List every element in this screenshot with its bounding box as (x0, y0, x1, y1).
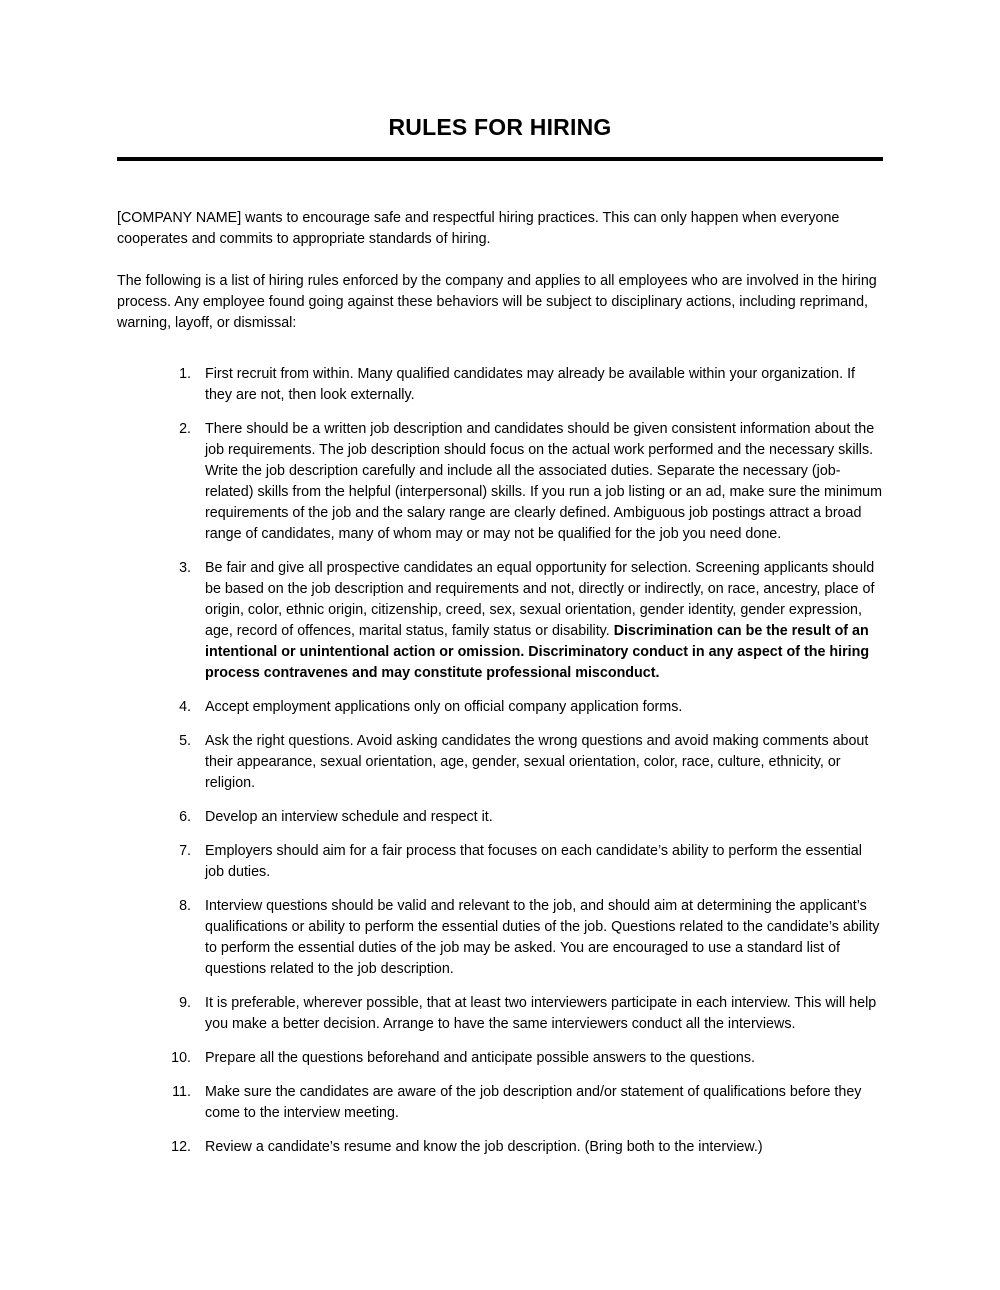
rule-text-plain: Ask the right questions. Avoid asking candidates the wrong questions and avoid making comments about their appearance, sexual orientation, age, gender, sexual orientation, color, race, culture, ethnicity, or religion. (205, 733, 869, 791)
rule-item (117, 731, 883, 794)
rule-text-plain: Develop an interview schedule and respect it. (205, 809, 493, 825)
rule-item (117, 697, 883, 718)
rule-text (205, 419, 883, 545)
rule-text (205, 1137, 883, 1158)
rule-text-plain: Interview questions should be valid and relevant to the job, and should aim at determining the applicant’s qualifications or ability to perform the essential duties of the job. Questions related to the candidate’s ability to perform the essential duties of the job may be asked. You are encouraged to use a standard list of questions related to the job description. (205, 898, 880, 977)
rule-number: 11. (172, 1084, 191, 1100)
rule-text-emphasis: Discrimination can be the result of an intentional or unintentional action or omission. Discriminatory conduct in any aspect of the hiring process contravenes and may constitute professional misconduct. (205, 623, 870, 681)
rule-number: 7. (179, 843, 191, 859)
rule-number: 6. (179, 809, 191, 825)
rule-text-plain: It is preferable, wherever possible, that at least two interviewers participate in each interview. This will help you make a better decision. Arrange to have the same interviewers conduct all the interviews. (205, 995, 877, 1032)
rule-number: 1. (179, 366, 191, 382)
rule-text (205, 807, 883, 828)
rule-item (117, 1137, 883, 1158)
rule-text (205, 896, 883, 980)
rule-item (117, 841, 883, 883)
rule-text (205, 1082, 883, 1124)
rule-text-plain: Review a candidate’s resume and know the job description. (Bring both to the interview.) (205, 1139, 763, 1155)
hiring-rules-list (117, 364, 883, 1158)
rule-text (205, 364, 883, 406)
intro-paragraph-1: [COMPANY NAME] wants to encourage safe and respectful hiring practices. This can only happen when everyone cooperates and commits to appropriate standards of hiring. (117, 210, 840, 247)
rule-text (205, 731, 883, 794)
rule-item (117, 1048, 883, 1069)
rule-number: 9. (179, 995, 191, 1011)
rule-item (117, 364, 883, 406)
rule-text (205, 993, 883, 1035)
rule-number: 5. (179, 733, 191, 749)
rule-text-plain: Accept employment applications only on official company application forms. (205, 699, 683, 715)
rule-item (117, 419, 883, 545)
rule-text-plain: Prepare all the questions beforehand and anticipate possible answers to the questions. (205, 1050, 755, 1066)
rule-text-plain: There should be a written job description and candidates should be given consistent information about the job requirements. The job description should focus on the actual work performed and the necessary skills. Write the job description carefully and include all the associated duties. Separate the necessary (job-related) skills from the helpful (interpersonal) skills. If you run a job listing or an ad, make sure the minimum requirements of the job and the salary range are clearly defined. Ambiguous job postings attract a broad range of candidates, many of whom may or may not be qualified for the job you need done. (205, 421, 883, 542)
rule-item (117, 896, 883, 980)
title-divider (117, 157, 883, 161)
rule-text (205, 697, 883, 718)
page-title: RULES FOR HIRING (388, 114, 612, 140)
rule-number: 2. (179, 421, 191, 437)
rule-text-plain: Be fair and give all prospective candidates an equal opportunity for selection. Screening applicants should be based on the job description and requirements and not, directly or indirectly, on race, ancestry, place of origin, color, ethnic origin, citizenship, creed, sex, sexual orientation, gender identity, gender expression, age, record of offences, marital status, family status or disability. (205, 560, 875, 639)
rule-text-plain: First recruit from within. Many qualified candidates may already be available within your organization. If they are not, then look externally. (205, 366, 856, 403)
rule-item (117, 558, 883, 684)
rule-text (205, 558, 883, 684)
rule-item (117, 807, 883, 828)
intro-paragraph-2: The following is a list of hiring rules enforced by the company and applies to all employees who are involved in the hiring process. Any employee found going against these behaviors will be subject to disciplinary actions, including reprimand, warning, layoff, or dismissal: (117, 273, 877, 331)
rule-item (117, 1082, 883, 1124)
rule-number: 8. (179, 898, 191, 914)
document-content (117, 0, 883, 1171)
rule-number: 4. (179, 699, 191, 715)
rule-text-plain: Employers should aim for a fair process that focuses on each candidate’s ability to perform the essential job duties. (205, 843, 862, 880)
rule-item (117, 993, 883, 1035)
rule-number: 3. (179, 560, 191, 576)
rule-number: 10. (171, 1050, 191, 1066)
rule-text (205, 841, 883, 883)
rule-text (205, 1048, 883, 1069)
rule-number: 12. (171, 1139, 191, 1155)
rule-text-plain: Make sure the candidates are aware of the job description and/or statement of qualifications before they come to the interview meeting. (205, 1084, 862, 1121)
